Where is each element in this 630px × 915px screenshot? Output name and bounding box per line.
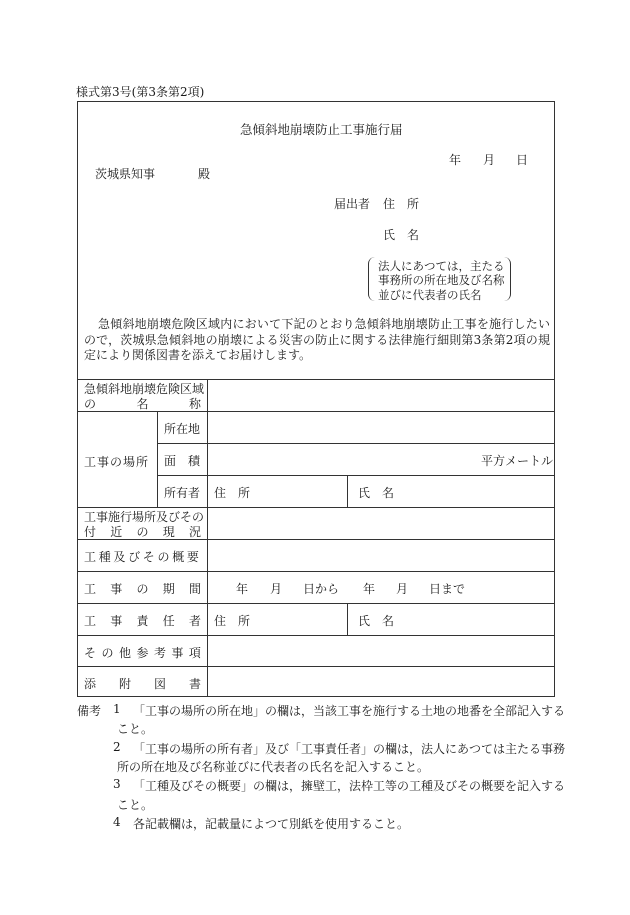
surroundings-char: の bbox=[136, 525, 149, 539]
other-char: の bbox=[101, 646, 114, 660]
note-number: 2 bbox=[113, 740, 121, 754]
manager-address-label: 住 所 bbox=[214, 614, 251, 628]
period-label bbox=[84, 580, 201, 597]
zone-name-char: 称 bbox=[188, 397, 201, 411]
note-line: 「工事の場所の所在地」の欄は，当該工事を施行する土地の地番を全部記入する bbox=[133, 704, 566, 718]
surroundings-label: 工事施行場所及びその bbox=[84, 510, 205, 524]
other-char: 考 bbox=[153, 646, 166, 660]
note-line: 「工事の場所の所有者」及び「工事責任者」の欄は，法人にあつては主たる事務 bbox=[133, 742, 566, 756]
manager-name-label: 氏 名 bbox=[358, 614, 395, 628]
manager-char: 工 bbox=[84, 614, 97, 628]
table-line bbox=[77, 666, 555, 667]
zone-name-label-justified bbox=[84, 395, 201, 412]
attachments-char: 添 bbox=[84, 677, 97, 691]
outline-label: 工種及びその概要 bbox=[84, 550, 202, 564]
addressee-governor: 茨城県知事 bbox=[95, 167, 156, 181]
body-paragraph: 急傾斜地崩壊危険区域内において下記のとおり急傾斜地崩壊防止工事を施行したいので，茨城県急傾斜地の崩壊による災害の防止に関する法律施行細則第3条第2項の規定により関係図書を添えてお届けします。 bbox=[84, 317, 550, 362]
manager-char: 事 bbox=[110, 614, 123, 628]
table-line bbox=[347, 475, 348, 507]
manager-char: 任 bbox=[162, 614, 175, 628]
location-label: 所在地 bbox=[164, 422, 201, 436]
period-char: 期 bbox=[162, 582, 175, 596]
attachments-label bbox=[84, 675, 201, 692]
note-line: 各記載欄は，記載量によつて別紙を使用すること。 bbox=[133, 817, 410, 831]
note-line: こと。 bbox=[117, 722, 154, 736]
remarks-label: 備考 bbox=[77, 704, 102, 718]
attachments-char: 附 bbox=[118, 677, 131, 691]
surroundings-char: 況 bbox=[188, 525, 201, 539]
attachments-char: 書 bbox=[188, 677, 201, 691]
period-start-day: 日から bbox=[303, 582, 340, 596]
note-line: 所の所在地及び名称並びに代表者の氏名を記入すること。 bbox=[117, 760, 430, 774]
table-line bbox=[77, 571, 555, 572]
table-line bbox=[157, 411, 158, 507]
other-char: そ bbox=[84, 646, 97, 660]
surroundings-label-justified bbox=[84, 523, 201, 540]
owner-address-label: 住 所 bbox=[214, 486, 251, 500]
period-start-month: 月 bbox=[270, 582, 283, 596]
notifier-name-label: 氏 名 bbox=[383, 228, 420, 242]
other-char: 事 bbox=[171, 646, 184, 660]
surroundings-char: 付 bbox=[84, 525, 97, 539]
table-line bbox=[157, 443, 555, 444]
date-month: 月 bbox=[483, 153, 496, 167]
table-line bbox=[347, 603, 348, 635]
table-line bbox=[77, 635, 555, 636]
table-line bbox=[77, 603, 555, 604]
corporate-note-line: 法人にあつては，主たる bbox=[378, 259, 505, 273]
owner-label: 所有者 bbox=[164, 486, 201, 500]
table-line bbox=[207, 379, 208, 696]
other-char: 項 bbox=[188, 646, 201, 660]
manager-char: 者 bbox=[188, 614, 201, 628]
zone-name-label: 急傾斜地崩壊危険区域 bbox=[84, 382, 205, 396]
period-end-year: 年 bbox=[363, 582, 376, 596]
other-char: 参 bbox=[136, 646, 149, 660]
other-char: 他 bbox=[118, 646, 131, 660]
period-char: 工 bbox=[84, 582, 97, 596]
date-day: 日 bbox=[516, 153, 529, 167]
note-number: 1 bbox=[113, 702, 121, 716]
corporate-note-line: 並びに代表者の氏名 bbox=[378, 288, 482, 302]
area-label: 面 積 bbox=[164, 454, 201, 468]
period-char: 間 bbox=[188, 582, 201, 596]
period-start-year: 年 bbox=[236, 582, 249, 596]
period-end-month: 月 bbox=[396, 582, 409, 596]
date-year: 年 bbox=[449, 153, 462, 167]
period-char: 事 bbox=[110, 582, 123, 596]
site-label: 工事の場所 bbox=[84, 455, 150, 469]
manager-label bbox=[84, 612, 201, 629]
owner-name-label: 氏 名 bbox=[358, 486, 395, 500]
period-end-day: 日まで bbox=[429, 582, 466, 596]
area-unit: 平方メートル bbox=[481, 454, 554, 468]
zone-name-char: の bbox=[84, 397, 97, 411]
table-line bbox=[157, 475, 555, 476]
corporate-note-line: 事務所の所在地及び名称 bbox=[378, 273, 505, 287]
surroundings-char: 近 bbox=[110, 525, 123, 539]
notifier-label: 届出者 bbox=[334, 197, 371, 211]
form-number: 様式第3号(第3条第2項) bbox=[76, 85, 205, 99]
form-title: 急傾斜地崩壊防止工事施行届 bbox=[240, 122, 403, 137]
manager-char: 責 bbox=[136, 614, 149, 628]
attachments-char: 図 bbox=[153, 677, 166, 691]
addressee-honorific: 殿 bbox=[198, 167, 211, 181]
surroundings-char: 現 bbox=[162, 525, 175, 539]
note-line: 「工種及びその概要」の欄は，擁壁工，法枠工等の工種及びその概要を記入する bbox=[133, 779, 566, 793]
other-label bbox=[84, 644, 201, 661]
note-number: 4 bbox=[113, 815, 121, 829]
notifier-address-label: 住 所 bbox=[383, 197, 420, 211]
note-line: こと。 bbox=[117, 798, 154, 812]
period-char: の bbox=[136, 582, 149, 596]
zone-name-char: 名 bbox=[136, 397, 149, 411]
note-number: 3 bbox=[113, 777, 121, 791]
